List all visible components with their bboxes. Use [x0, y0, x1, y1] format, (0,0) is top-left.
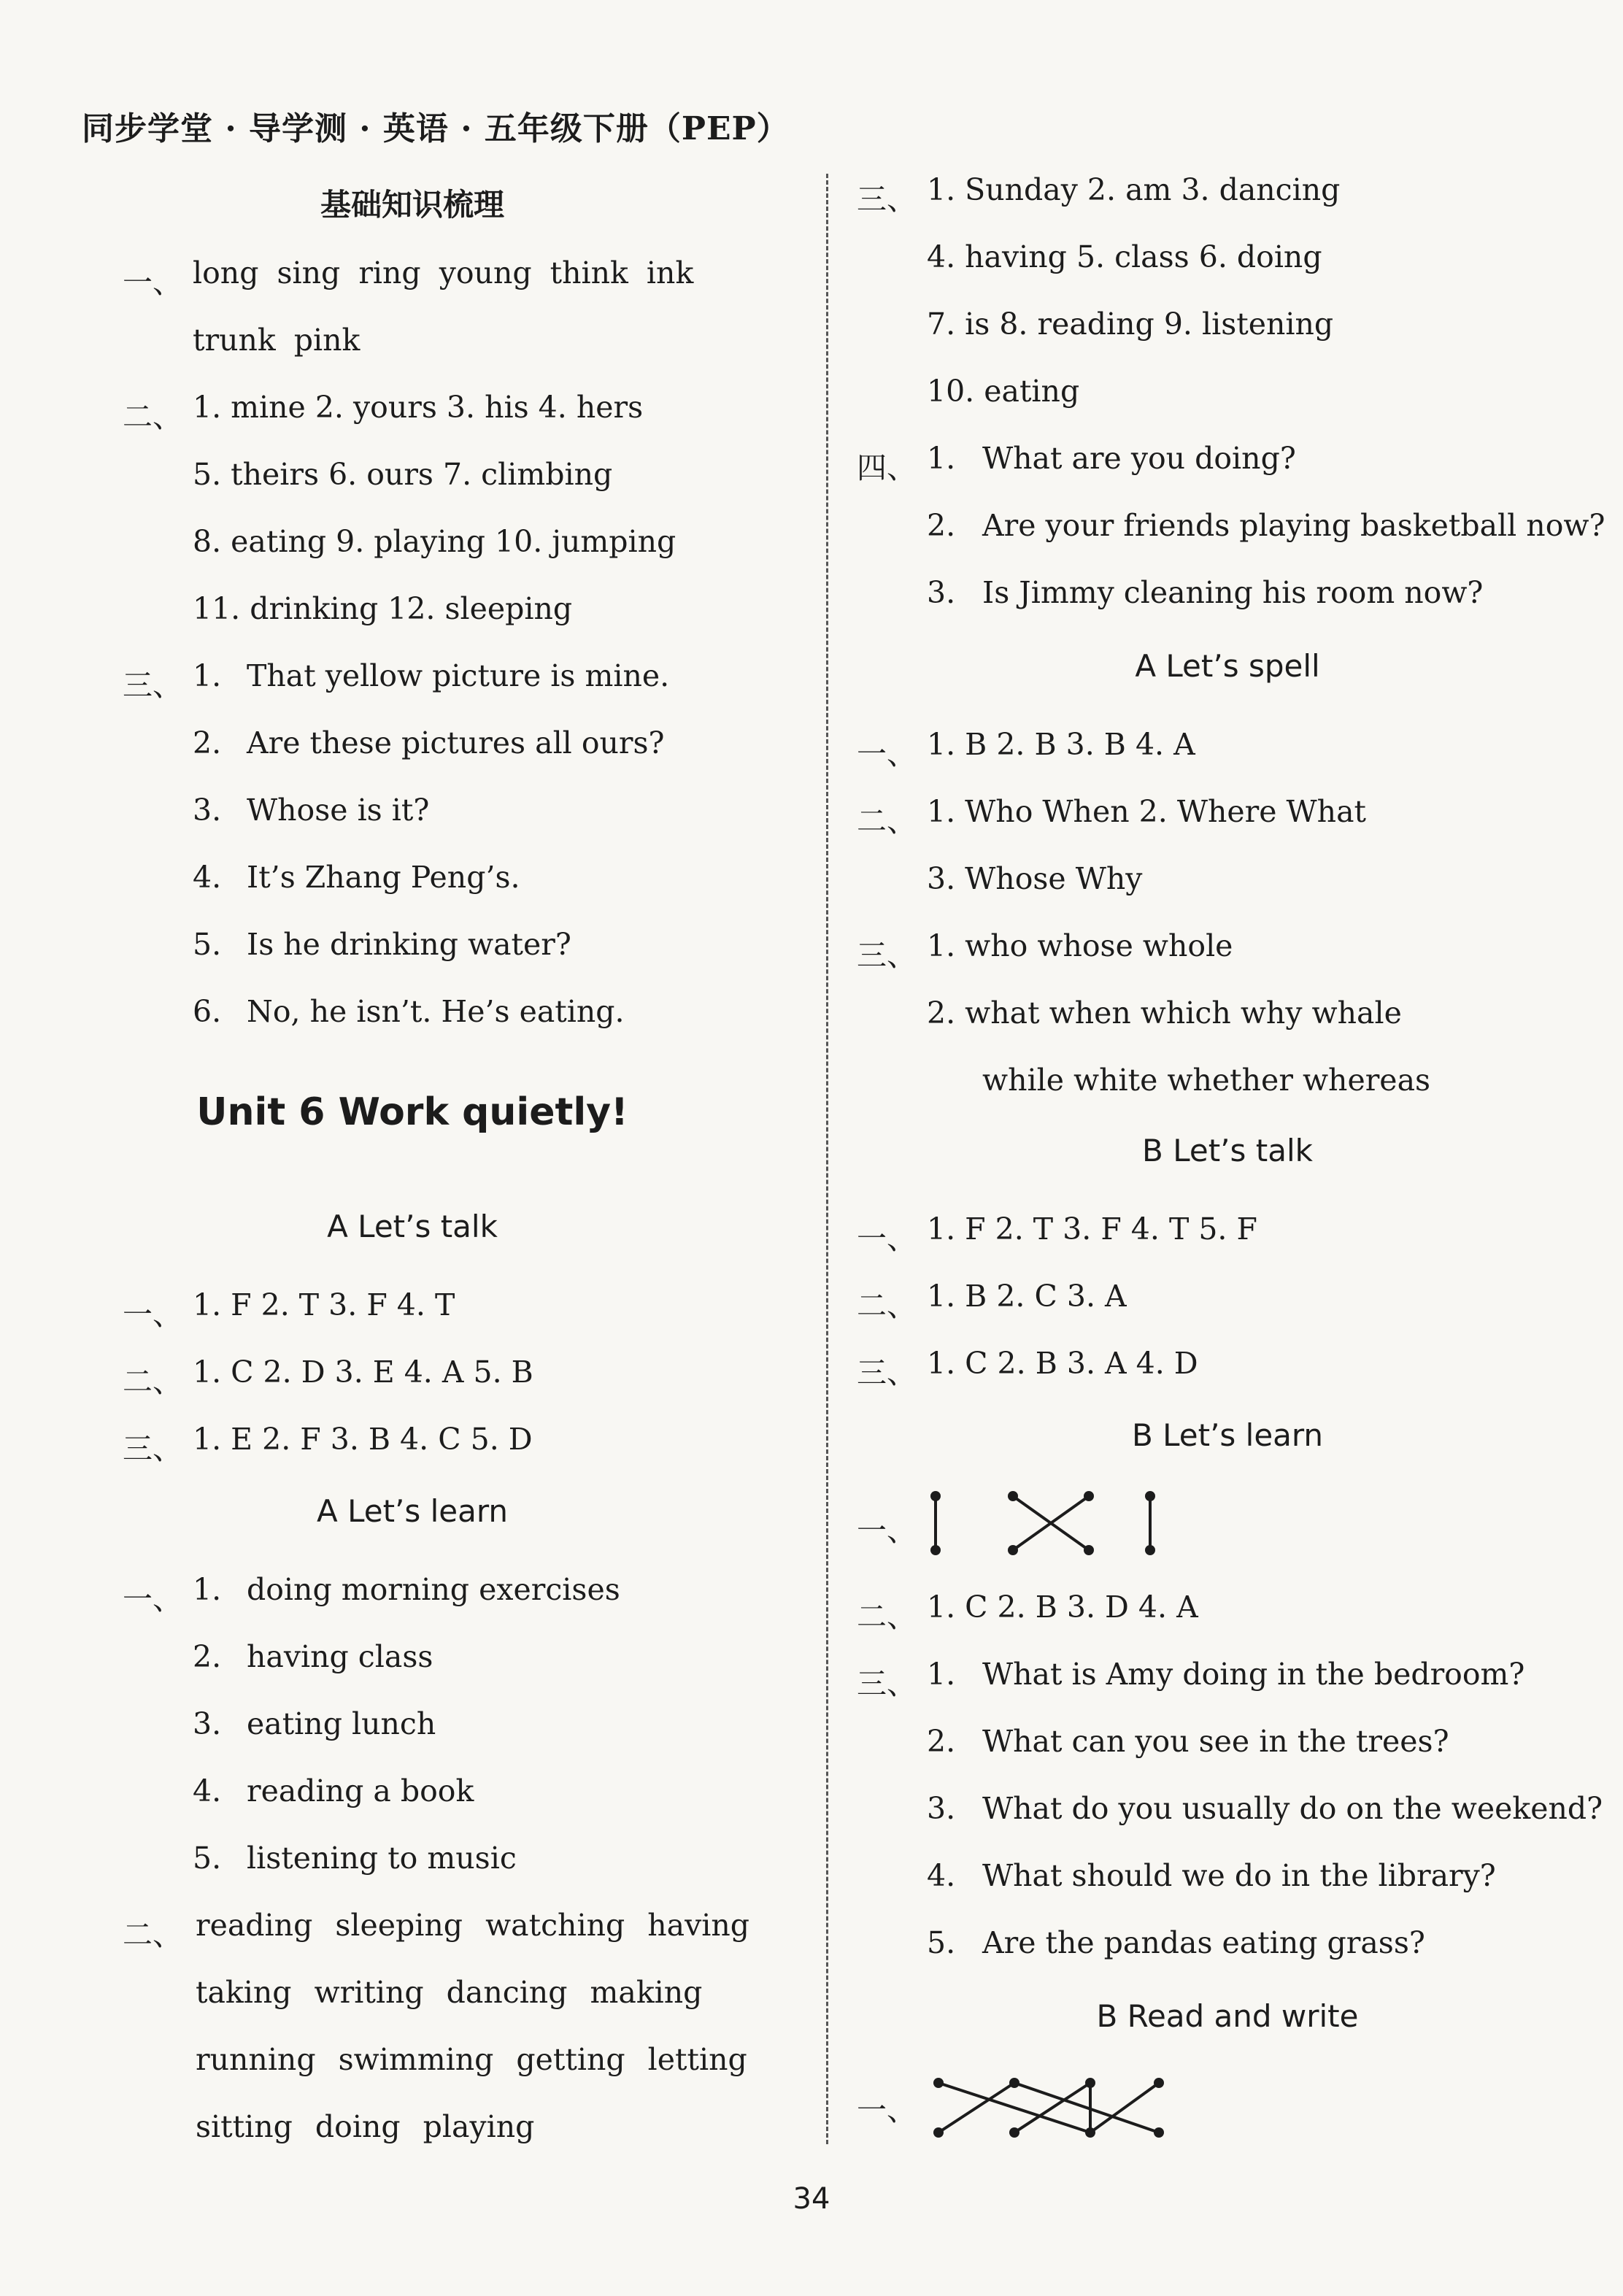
answer-line: 1. B 2. C 3. A	[927, 1279, 1127, 1314]
answer-line: reading a book	[247, 1773, 474, 1808]
section-label: 二、	[123, 1917, 182, 1952]
answer-line: listening to music	[247, 1841, 517, 1876]
section-label: 三、	[857, 182, 917, 217]
answer-line: trunk pink	[193, 323, 361, 358]
answer-line: What is Amy doing in the bedroom?	[982, 1657, 1525, 1692]
answer-line: 4. having 5. class 6. doing	[927, 239, 1322, 274]
answer-line: 11. drinking 12. sleeping	[193, 591, 573, 626]
section-label: 二、	[857, 1599, 917, 1634]
answer-line: 1. F 2. T 3. F 4. T 5. F	[927, 1211, 1257, 1247]
item-number: 5.	[193, 927, 222, 962]
item-number: 2.	[193, 725, 222, 760]
answer-line: reading sleeping watching having	[196, 1908, 750, 1943]
answer-line: What can you see in the trees?	[982, 1724, 1449, 1759]
answer-line: 1. Who When 2. Where What	[927, 794, 1366, 829]
item-number: 1.	[193, 1572, 222, 1607]
answer-line: It’s Zhang Peng’s.	[247, 860, 520, 895]
section-label: 一、	[857, 1513, 917, 1548]
section-label: 二、	[857, 1288, 917, 1323]
section-label: 一、	[123, 1582, 182, 1617]
answer-line: doing morning exercises	[247, 1572, 620, 1607]
answer-line: 1. Sunday 2. am 3. dancing	[927, 172, 1341, 207]
item-number: 3.	[193, 1706, 222, 1741]
section-title-b-read-write: B Read and write	[1096, 1998, 1359, 2034]
section-title-a-spell: A Let’s spell	[1135, 648, 1320, 684]
section-label: 三、	[123, 1431, 182, 1466]
answer-line: sitting doing playing	[196, 2109, 535, 2144]
section-label: 三、	[857, 938, 917, 973]
answer-line: running swimming getting letting	[196, 2042, 747, 2077]
answer-line: 10. eating	[927, 374, 1080, 409]
running-header: 同步学堂 · 导学测 · 英语 · 五年级下册（PEP）	[82, 110, 790, 147]
answer-line: having class	[247, 1639, 433, 1674]
answer-line: Are your friends playing basketball now?	[982, 508, 1605, 543]
section-label: 一、	[857, 2092, 917, 2127]
answer-line: 1. B 2. B 3. B 4. A	[927, 727, 1195, 762]
item-number: 4.	[927, 1858, 956, 1893]
answer-line: 2. what when which why whale	[927, 995, 1402, 1030]
section-label: 四、	[857, 450, 917, 485]
answer-line: 1. C 2. B 3. A 4. D	[927, 1346, 1198, 1381]
item-number: 1.	[927, 441, 956, 476]
section-label: 三、	[857, 1355, 917, 1390]
answer-line: No, he isn’t. He’s eating.	[247, 994, 625, 1029]
item-number: 4.	[193, 860, 222, 895]
answer-line: while white whether whereas	[982, 1063, 1431, 1098]
item-number: 3.	[193, 793, 222, 828]
section-title-b-talk: B Let’s talk	[1142, 1133, 1313, 1168]
answer-line: Is Jimmy cleaning his room now?	[982, 575, 1484, 610]
item-number: 3.	[927, 575, 956, 610]
item-number: 1.	[927, 1657, 956, 1692]
section-label: 三、	[857, 1666, 917, 1701]
answer-line: 8. eating 9. playing 10. jumping	[193, 524, 676, 559]
answer-line: 1. F 2. T 3. F 4. T	[193, 1287, 455, 1322]
section-label: 三、	[123, 668, 182, 703]
section-label: 二、	[123, 1364, 182, 1399]
section-label: 一、	[123, 265, 182, 300]
item-number: 6.	[193, 994, 222, 1029]
section-label: 二、	[857, 804, 917, 839]
item-number: 2.	[193, 1639, 222, 1674]
section-title-b-learn: B Let’s learn	[1131, 1417, 1324, 1453]
item-number: 1.	[193, 658, 222, 693]
answer-line: Are the pandas eating grass?	[982, 1925, 1425, 1960]
section-title-review: 基础知识梳理	[320, 187, 504, 223]
section-label: 一、	[123, 1297, 182, 1332]
matching-lines-graphic	[927, 2071, 1175, 2151]
item-number: 3.	[927, 1791, 956, 1826]
section-label: 一、	[857, 736, 917, 771]
item-number: 2.	[927, 1724, 956, 1759]
answer-line: 1. who whose whole	[927, 928, 1233, 963]
answer-line: taking writing dancing making	[196, 1975, 703, 2010]
answer-line: long sing ring young think ink	[193, 255, 694, 290]
answer-line: Are these pictures all ours?	[247, 725, 665, 760]
answer-line: Is he drinking water?	[247, 927, 571, 962]
item-number: 5.	[193, 1841, 222, 1876]
answer-line: What do you usually do on the weekend?	[982, 1791, 1603, 1826]
answer-line: 7. is 8. reading 9. listening	[927, 307, 1334, 342]
answer-line: 3. Whose Why	[927, 861, 1143, 896]
section-label: 一、	[857, 1221, 917, 1256]
answer-line: 1. C 2. B 3. D 4. A	[927, 1590, 1198, 1625]
section-title-a-learn: A Let’s learn	[316, 1493, 509, 1529]
answer-line: 1. C 2. D 3. E 4. A 5. B	[193, 1355, 533, 1390]
page-number: 34	[793, 2182, 830, 2216]
answer-line: Whose is it?	[247, 793, 430, 828]
answer-line: What are you doing?	[982, 441, 1296, 476]
answer-line: What should we do in the library?	[982, 1858, 1496, 1893]
answer-line: That yellow picture is mine.	[247, 658, 670, 693]
item-number: 2.	[927, 508, 956, 543]
column-divider	[826, 174, 828, 2144]
answer-line: 5. theirs 6. ours 7. climbing	[193, 457, 613, 492]
answer-line: 1. mine 2. yours 3. his 4. hers	[193, 390, 644, 425]
item-number: 4.	[193, 1773, 222, 1808]
section-label: 二、	[123, 399, 182, 434]
unit-title: Unit 6 Work quietly!	[196, 1090, 628, 1134]
answer-line: eating lunch	[247, 1706, 436, 1741]
section-title-a-talk: A Let’s talk	[327, 1209, 498, 1244]
item-number: 5.	[927, 1925, 956, 1960]
answer-line: 1. E 2. F 3. B 4. C 5. D	[193, 1422, 533, 1457]
matching-lines-graphic	[920, 1489, 1241, 1562]
